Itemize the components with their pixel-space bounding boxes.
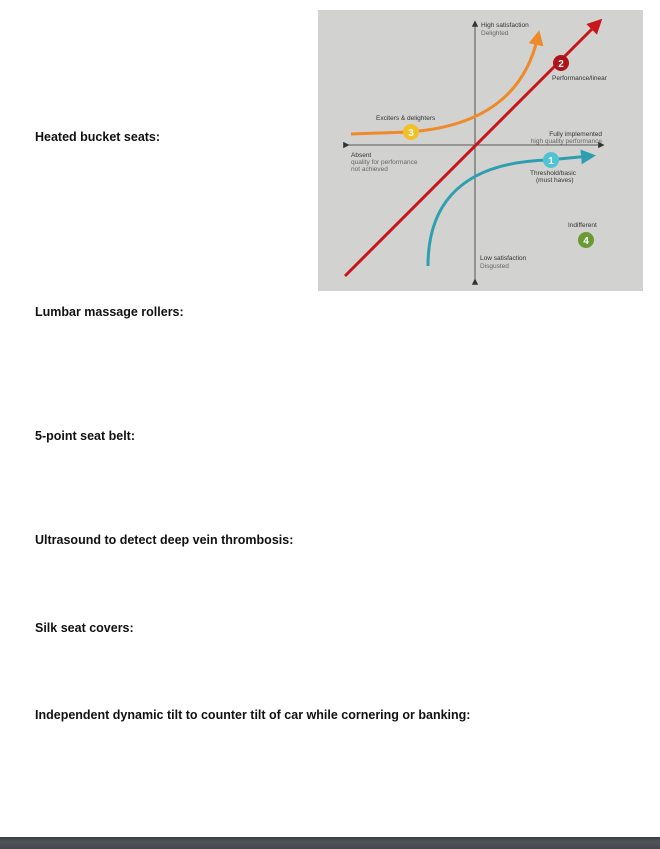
badge-2: 2 <box>558 59 564 70</box>
absent-sub2: not achieved <box>351 166 388 173</box>
high-quality-label: high quality performance <box>530 138 602 145</box>
delighted-label: Delighted <box>481 30 509 37</box>
high-satisfaction-label: High satisfaction <box>481 22 529 29</box>
threshold-label: Threshold/basic <box>530 170 576 177</box>
question-silk-seat-covers: Silk seat covers: <box>35 621 134 635</box>
indifferent-label: Indifferent <box>568 222 597 229</box>
question-heated-bucket-seats: Heated bucket seats: <box>35 130 161 144</box>
viewer-bottom-bar <box>0 837 660 849</box>
performance-label: Performance/linear <box>552 75 607 82</box>
must-haves-label: (must haves) <box>536 177 574 184</box>
question-dynamic-tilt: Independent dynamic tilt to counter tilt of car while cornering or banking: <box>35 708 471 722</box>
fully-implemented-label: Fully implemented <box>549 131 602 138</box>
badge-1: 1 <box>548 156 554 167</box>
question-lumbar-massage-rollers: Lumbar massage rollers: <box>35 305 184 319</box>
badge-4: 4 <box>583 236 589 247</box>
exciters-label: Exciters & delighters <box>376 115 436 122</box>
question-5-point-seat-belt: 5-point seat belt: <box>35 429 136 443</box>
absent-label: Absent <box>351 152 372 159</box>
absent-sub1: quality for performance <box>351 159 418 166</box>
question-ultrasound-dvt: Ultrasound to detect deep vein thrombosis: <box>35 533 294 547</box>
disgusted-label: Disgusted <box>480 263 509 270</box>
badge-3: 3 <box>408 128 414 139</box>
kano-model-diagram <box>318 10 643 291</box>
low-satisfaction-label: Low satisfaction <box>480 255 527 262</box>
